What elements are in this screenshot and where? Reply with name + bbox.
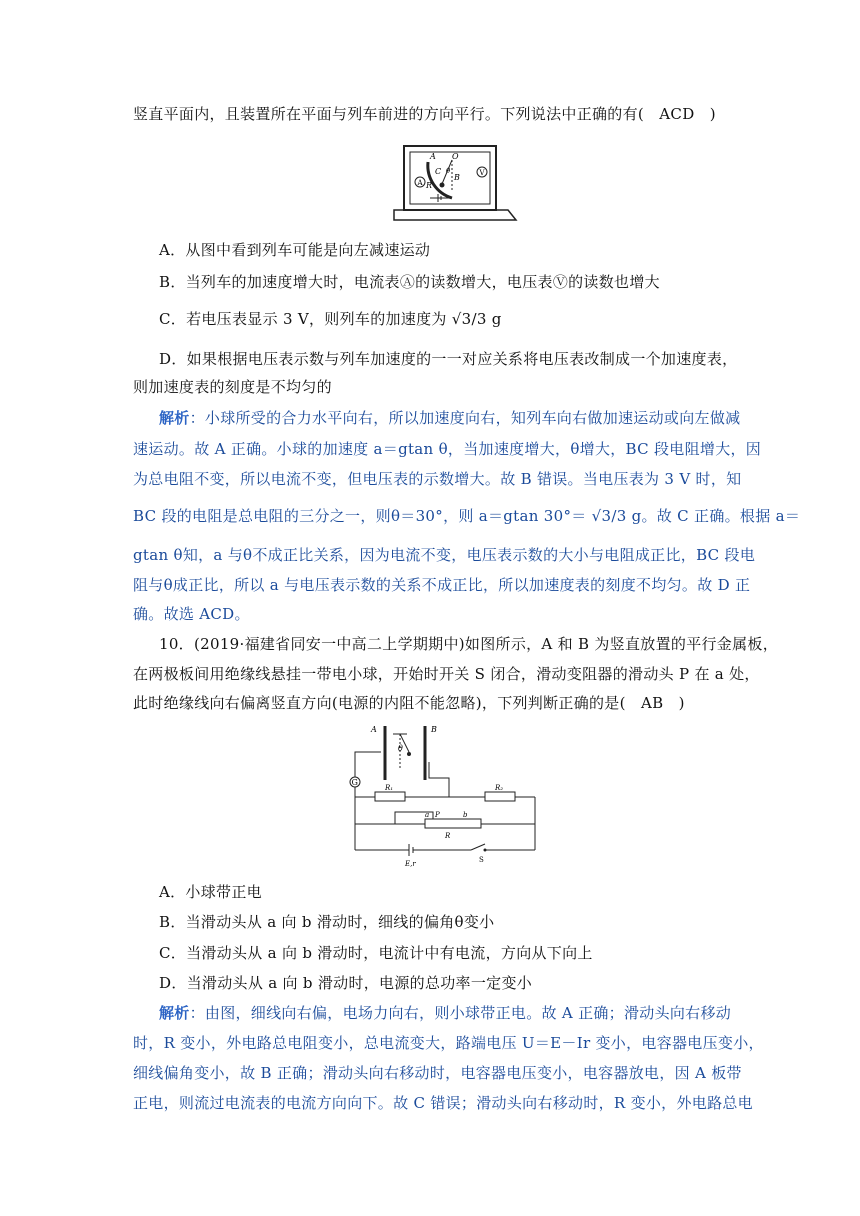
q9-analysis-text-1: ：小球所受的合力水平向右，所以加速度向右，知列车向右做加速运动或向左做减 bbox=[189, 409, 741, 427]
q9-fig-label-R: R bbox=[426, 181, 433, 190]
q9-accelerometer-figure bbox=[390, 140, 520, 225]
q10-fig-label-B: B bbox=[431, 725, 437, 734]
q9-answer: ACD bbox=[659, 105, 695, 123]
q9-stem-text: 竖直平面内，且装置所在平面与列车前进的方向平行。下列说法中正确的有( bbox=[133, 105, 645, 123]
q9-option-d: D．如果根据电压表示数与列车加速度的一一对应关系将电压表改制成一个加速度表， bbox=[159, 350, 738, 368]
q9-option-a: A．从图中看到列车可能是向左减速运动 bbox=[159, 241, 431, 259]
q10-circuit-figure bbox=[345, 722, 545, 870]
q10-fig-label-A: A bbox=[371, 725, 377, 734]
q9-analysis-line-4: BC 段的电阻是总电阻的三分之一，则θ＝30°，则 a＝gtan 30°＝ √3/3 g。故 C 正确。根据 a＝ bbox=[133, 507, 801, 525]
q10-option-a: A．小球带正电 bbox=[159, 883, 262, 901]
q10-option-d: D．当滑动头从 a 向 b 滑动时，电源的总功率一定变小 bbox=[159, 974, 533, 992]
q10-fig-label-R: R bbox=[445, 832, 451, 840]
q9-analysis-line-6: 阻与θ成正比，所以 a 与电压表示数的关系不成正比，所以加速度表的刻度不均匀。故 D 正 bbox=[133, 576, 751, 594]
q10-stem-line-2: 在两极板间用绝缘线悬挂一带电小球，开始时开关 S 闭合，滑动变阻器的滑动头 P 在 a 处， bbox=[133, 665, 760, 683]
q9-fig-label-O: O bbox=[452, 152, 459, 161]
q9-fig-label-C: C bbox=[435, 167, 442, 176]
q9-analysis-line-3: 为总电阻不变，所以电流不变，但电压表的示数增大。故 B 错误。当电压表为 3 V 时，知 bbox=[133, 470, 742, 488]
q10-fig-label-P: P bbox=[435, 811, 440, 819]
q10-fig-label-a: a bbox=[425, 811, 430, 819]
q10-answer: AB bbox=[640, 694, 664, 712]
q10-analysis-line-4: 正电，则流过电流表的电流方向向下。故 C 错误；滑动头向右移动时，R 变小，外电路总电 bbox=[133, 1094, 753, 1112]
q10-option-b: B．当滑动头从 a 向 b 滑动时，细线的偏角θ变小 bbox=[159, 913, 495, 931]
q9-analysis-label: 解析 bbox=[159, 409, 190, 427]
q9-fig-label-B: B bbox=[454, 173, 460, 182]
q10-analysis-line-2: 时，R 变小，外电路总电阻变小，总电流变大，路端电压 U＝E－Ir 变小，电容器电压变小， bbox=[133, 1034, 764, 1052]
q9-analysis-line-7: 确。故选 ACD。 bbox=[133, 605, 250, 623]
q9-fig-voltmeter-label: V bbox=[479, 169, 485, 177]
q10-option-c: C．当滑动头从 a 向 b 滑动时，电流计中有电流，方向从下向上 bbox=[159, 944, 593, 962]
q10-fig-label-R2: R₂ bbox=[495, 784, 504, 792]
q9-analysis-line-5: gtan θ知，a 与θ不成正比关系，因为电流不变，电压表示数的大小与电阻成正比，BC 段电 bbox=[133, 546, 756, 564]
q9-fig-label-theta: θ bbox=[446, 167, 451, 175]
q9-analysis-line-1 bbox=[159, 408, 740, 428]
q10-fig-label-Er: E,r bbox=[405, 860, 416, 868]
q10-stem-line-3 bbox=[133, 693, 685, 713]
q10-analysis-text-1: ：由图，细线向右偏，电场力向右，则小球带正电。故 A 正确；滑动头向右移动 bbox=[189, 1004, 732, 1022]
q10-analysis-line-3: 细线偏角变小，故 B 正确；滑动头向右移动时，电容器电压变小，电容器放电，因 A 板带 bbox=[133, 1064, 742, 1082]
q9-stem-close: ) bbox=[709, 105, 716, 123]
q10-fig-label-theta: θ bbox=[398, 744, 403, 753]
q9-option-d-cont: 则加速度表的刻度是不均匀的 bbox=[133, 378, 332, 396]
q9-option-c: C．若电压表显示 3 V，则列车的加速度为 √3/3 g bbox=[159, 310, 502, 328]
q9-fig-label-A: A bbox=[430, 152, 436, 161]
q10-fig-label-S: S bbox=[479, 856, 484, 864]
q10-fig-label-R1: R₁ bbox=[385, 784, 394, 792]
q10-fig-label-G: G bbox=[351, 778, 358, 787]
q10-stem-line-1: 10．(2019·福建省同安一中高二上学期期中)如图所示，A 和 B 为竖直放置的平行金属板， bbox=[159, 635, 778, 653]
q10-analysis-line-1 bbox=[159, 1003, 731, 1023]
q10-fig-label-b: b bbox=[463, 811, 468, 819]
q10-analysis-label: 解析 bbox=[159, 1004, 190, 1022]
q9-option-b: B．当列车的加速度增大时，电流表Ⓐ的读数增大，电压表Ⓥ的读数也增大 bbox=[159, 273, 660, 291]
q10-stem-close: ) bbox=[678, 694, 685, 712]
q9-fig-ammeter-label: A bbox=[417, 179, 423, 187]
q9-stem-line bbox=[133, 104, 716, 124]
q9-analysis-line-2: 速运动。故 A 正确。小球的加速度 a＝gtan θ，当加速度增大，θ增大，BC 段电阻增大，因 bbox=[133, 440, 762, 458]
q10-stem-text: 此时绝缘线向右偏离竖直方向(电源的内阻不能忽略)，下列判断正确的是( bbox=[133, 694, 626, 712]
